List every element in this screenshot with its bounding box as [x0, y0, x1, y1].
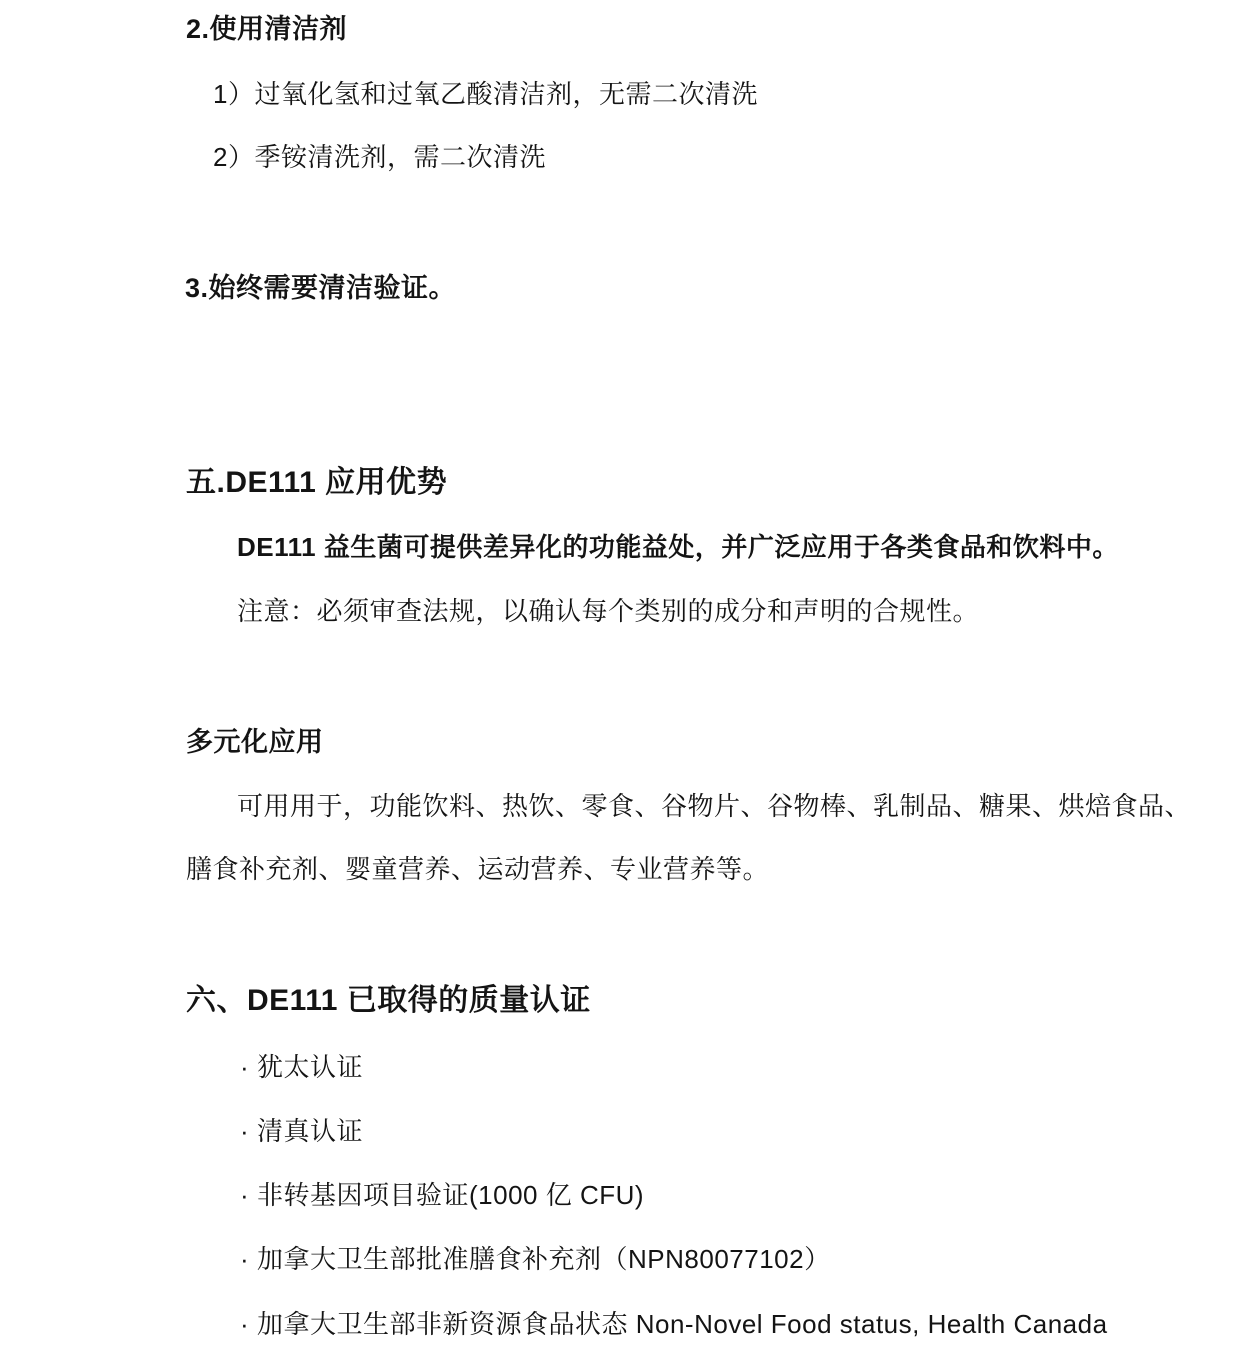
certification-bullet-non-gmo [240, 1181, 644, 1211]
certification-bullet-label: 加拿大卫生部批准膳食补充剂（NPN80077102） [257, 1244, 831, 1274]
bullet-dot-icon: · [240, 1116, 250, 1146]
section-6-heading: 六、DE111 已取得的质量认证 [186, 984, 591, 1017]
certification-bullet-npn [240, 1245, 831, 1275]
diversified-applications-subheading: 多元化应用 [186, 727, 324, 757]
application-body-line-1: 可用用于，功能饮料、热饮、零食、谷物片、谷物棒、乳制品、糖果、烘焙食品、 [237, 791, 1192, 821]
certification-bullet-label: 非转基因项目验证(1000 亿 CFU) [257, 1180, 645, 1210]
cleaning-item-1: 1）过氧化氢和过氧乙酸清洁剂，无需二次清洗 [213, 79, 758, 109]
section-2-heading: 2.使用清洁剂 [186, 14, 348, 44]
certification-bullet-halal [240, 1117, 363, 1147]
bullet-dot-icon: · [240, 1309, 250, 1339]
certification-bullet-label: 犹太认证 [257, 1052, 364, 1082]
section-3-heading: 3.始终需要清洁验证。 [185, 273, 457, 303]
application-body-line-2: 膳食补充剂、婴童营养、运动营养、专业营养等。 [186, 854, 770, 884]
bullet-dot-icon: · [240, 1052, 250, 1082]
certification-bullet-label: 加拿大卫生部非新资源食品状态 Non-Novel Food status, Health Canada [257, 1309, 1108, 1339]
bullet-dot-icon: · [240, 1180, 250, 1210]
section-5-heading: 五.DE111 应用优势 [186, 466, 448, 499]
application-lead: DE111 益生菌可提供差异化的功能益处，并广泛应用于各类食品和饮料中。 [237, 532, 1119, 562]
bullet-dot-icon: · [240, 1244, 250, 1274]
certification-bullet-label: 清真认证 [257, 1116, 364, 1146]
certification-bullet-non-novel-food [240, 1310, 1108, 1340]
application-note: 注意：必须审查法规，以确认每个类别的成分和声明的合规性。 [237, 596, 980, 626]
cleaning-item-2: 2）季铵清洗剂，需二次清洗 [213, 142, 546, 172]
certification-bullet-kosher [240, 1053, 363, 1083]
